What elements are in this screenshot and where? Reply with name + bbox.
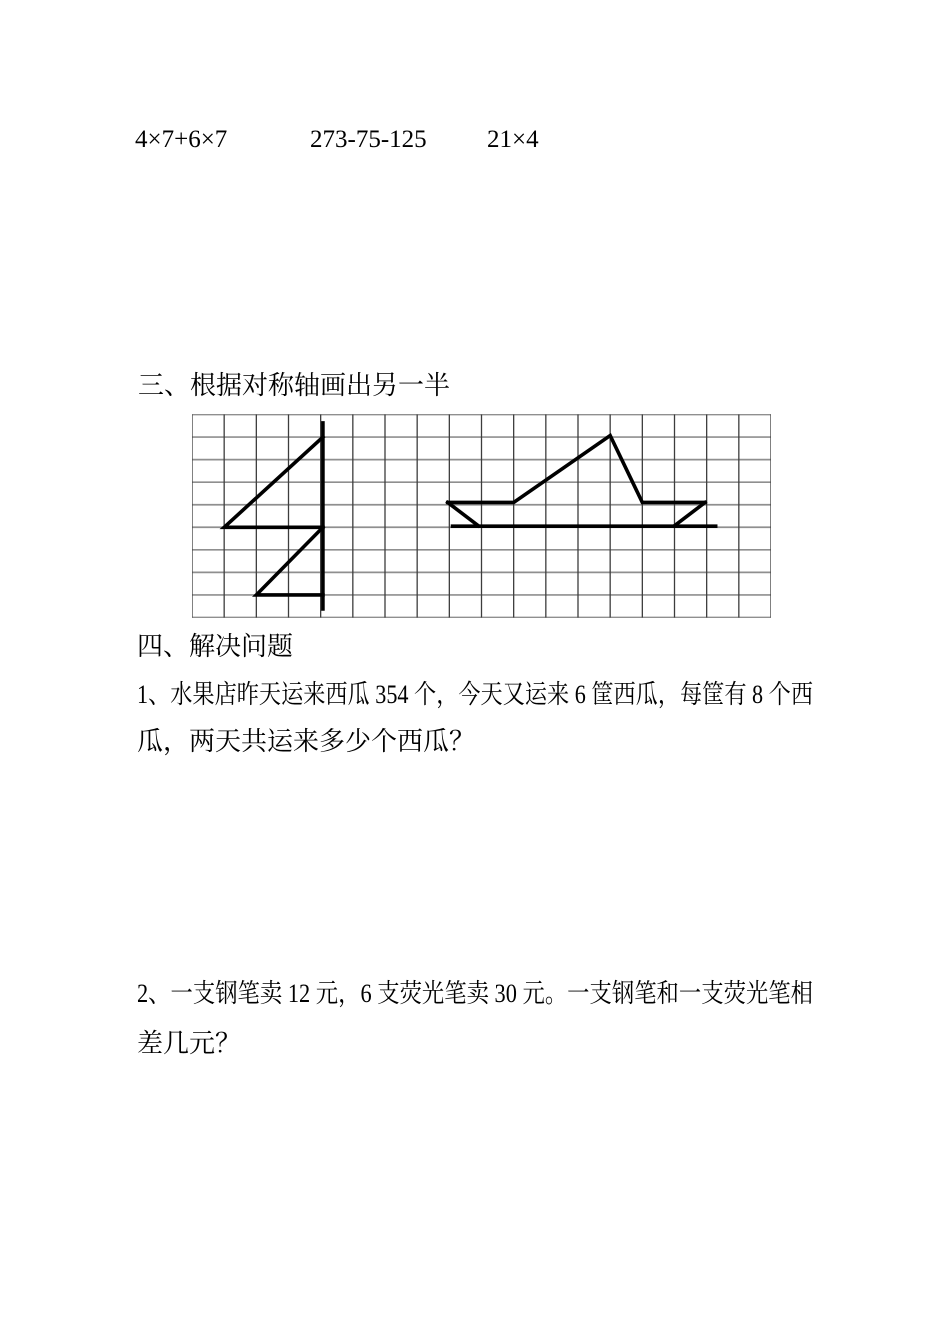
problem1-line2: 瓜，两天共运来多少个西瓜？ [137,727,476,756]
section-three-heading: 三、根据对称轴画出另一半 [138,371,451,400]
section-four-heading: 四、解决问题 [137,632,294,661]
expression-3: 21×4 [487,126,539,153]
right-figure-right-diagonal [675,502,706,525]
problem1-line1: 1、水果店昨天运来西瓜 354 个，今天又运来 6 筐西瓜，每筐有 8 个西 [137,680,813,709]
expression-1: 4×7+6×7 [135,126,228,153]
expression-2: 273-75-125 [310,126,427,153]
right-figure-left-diagonal [448,502,479,525]
problem2-line1: 2、一支钢笔卖 12 元，6 支荧光笔卖 30 元。一支钢笔和一支荧光笔相 [137,979,813,1008]
left-lower-triangle [256,527,323,595]
right-figure-outline [448,436,705,503]
symmetry-grid-figure [192,414,771,618]
problem2-line2: 差几元？ [137,1029,242,1058]
